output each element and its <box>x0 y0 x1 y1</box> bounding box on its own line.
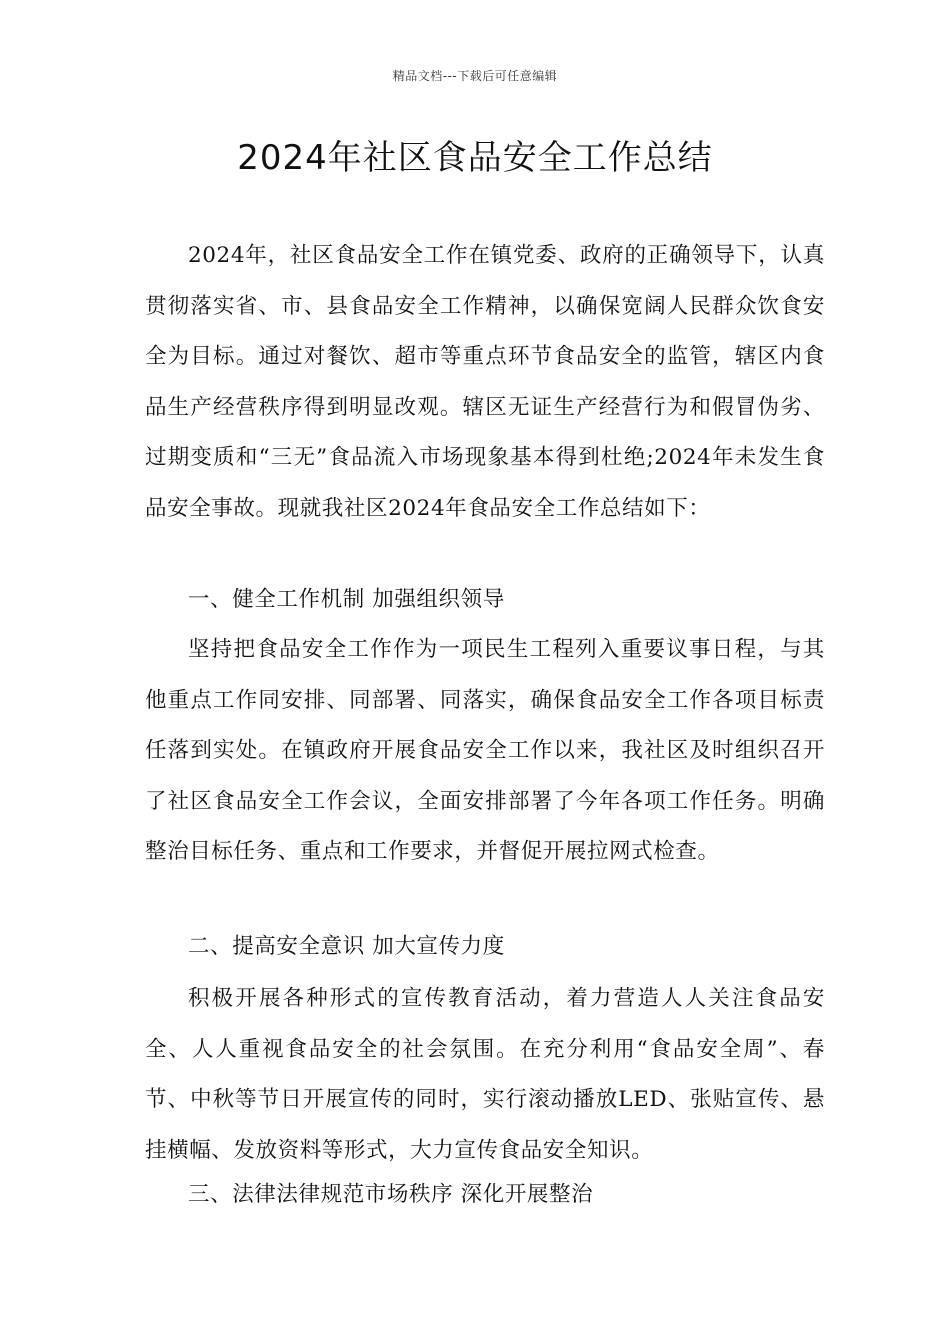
intro-paragraph: 2024年，社区食品安全工作在镇党委、政府的正确领导下，认真贯彻落实省、市、县食品安全工作精神，以确保宽阔人民群众饮食安全为目标。通过对餐饮、超市等重点环节食品安全的监管，辖区内食品生产经营秩序得到明显改观。辖区无证生产经营行为和假冒伪劣、过期变质和“三无”食品流入市场现象基本得到杜绝;2024年未发生食品安全事故。现就我社区2024年食品安全工作总结如下： <box>145 243 825 521</box>
section-1-paragraph: 坚持把食品安全工作作为一项民生工程列入重要议事日程，与其他重点工作同安排、同部署、同落实，确保食品安全工作各项目标责任落到实处。在镇政府开展食品安全工作以来，我社区及时组织召开了社区食品安全工作会议，全面安排部署了今年各项工作任务。明确整治目标任务、重点和工作要求，并督促开展拉网式检查。 <box>145 637 825 864</box>
section-3-heading: 三、法律法律规范市场秩序 深化开展整治 <box>188 1182 594 1207</box>
section-2-heading: 二、提高安全意识 加大宣传力度 <box>188 934 505 959</box>
header-note: 精品文档---下载后可任意编辑 <box>392 69 558 83</box>
section-1-heading: 一、健全工作机制 加强组织领导 <box>188 587 505 612</box>
section-2-paragraph: 积极开展各种形式的宣传教育活动，着力营造人人关注食品安全、人人重视食品安全的社会氛围。在充分利用“食品安全周”、春节、中秋等节日开展宣传的同时，实行滚动播放LED、张贴宣传、悬挂横幅、发放资料等形式，大力宣传食品安全知识。 <box>145 986 825 1163</box>
document-title: 2024年社区食品安全工作总结 <box>237 138 713 178</box>
